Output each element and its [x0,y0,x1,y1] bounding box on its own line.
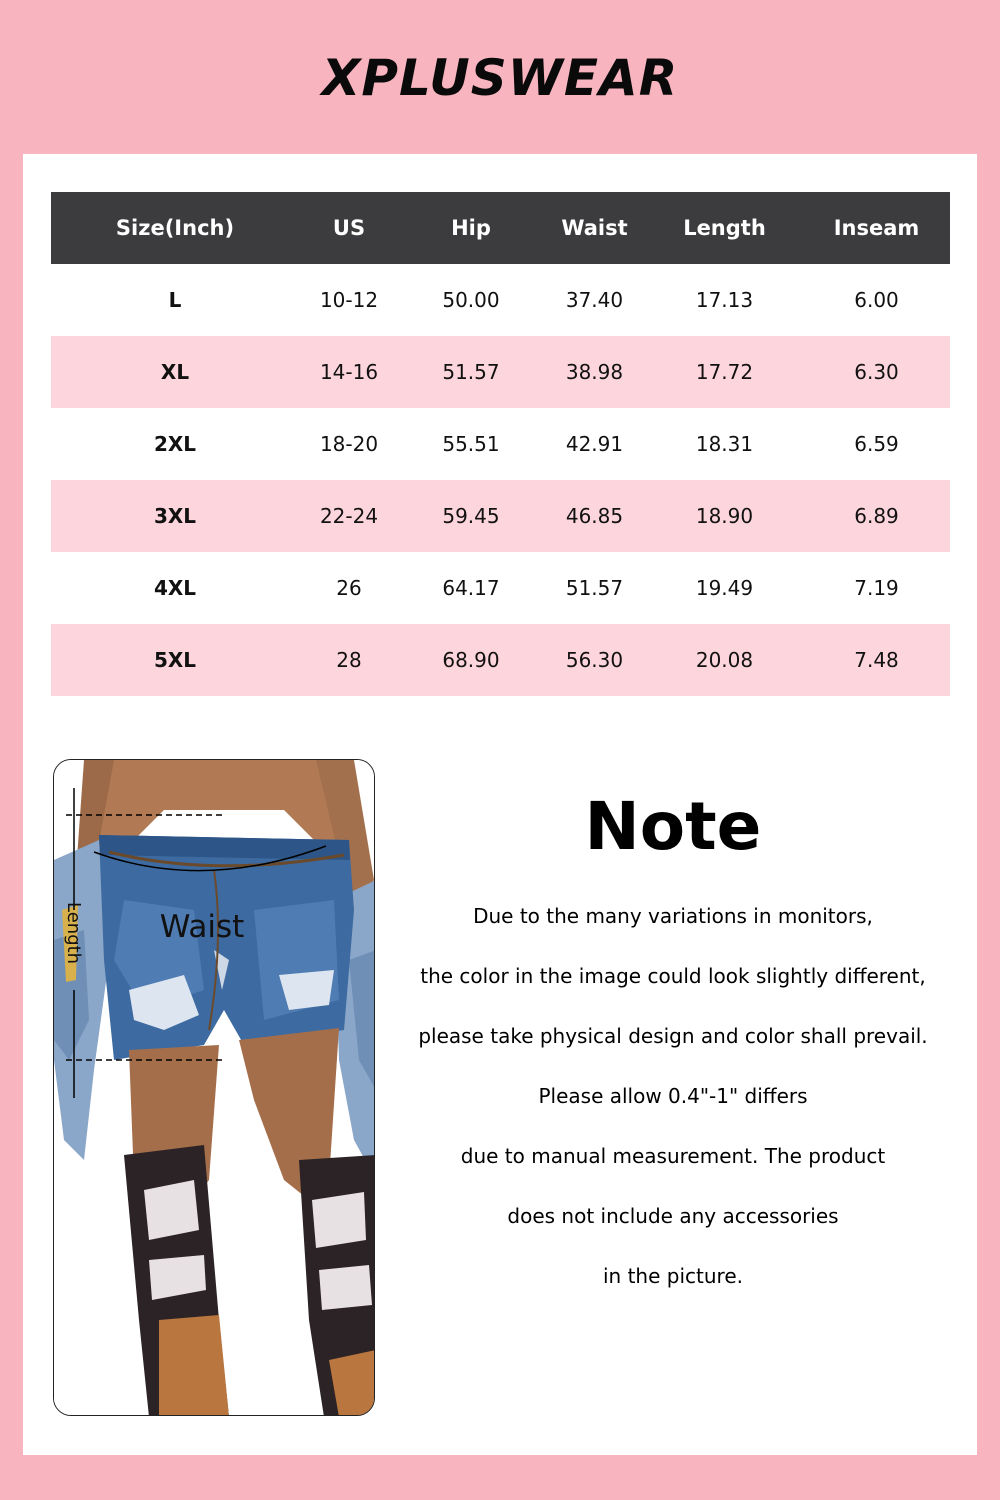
table-row [51,624,950,696]
header-size: Size(Inch) [51,192,299,264]
cell-hip: 59.45 [399,480,543,552]
note-line: does not include any accessories [507,1204,839,1228]
table-row [51,336,950,408]
note-line: the color in the image could look slightly different, [420,964,926,988]
note-line: in the picture. [603,1264,743,1288]
cell-us: 18-20 [319,432,379,456]
header-inseam: Inseam [803,192,950,264]
brand-name: XPLUSWEAR [321,49,679,107]
cell-length: 17.72 [646,336,803,408]
cell-waist: 56.30 [543,624,646,696]
brand-header [0,48,1000,108]
cell-waist: 46.85 [543,480,646,552]
cell-size: 3XL [51,480,299,552]
cell-size: 4XL [153,576,197,600]
length-label: Length [63,902,84,965]
cell-length: 17.13 [695,288,754,312]
note-line: Please allow 0.4"-1" differs [538,1084,808,1108]
waist-label: Waist [159,909,245,945]
cell-length: 20.08 [646,624,803,696]
table-row [51,552,950,624]
cell-size: 5XL [51,624,299,696]
cell-inseam: 7.48 [803,624,950,696]
note-section [393,788,953,1322]
header-hip: Hip [399,192,543,264]
table-row [51,264,950,336]
brand-logo [321,49,679,107]
header-length: Length [646,192,803,264]
note-line: Due to the many variations in monitors, [473,904,873,928]
cell-inseam: 6.30 [803,336,950,408]
content-card [23,154,977,1455]
cell-length: 19.49 [695,576,754,600]
cell-size: XL [51,336,299,408]
note-line: due to manual measurement. The product [460,1144,886,1168]
cell-hip: 55.51 [442,432,500,456]
table-header-row [51,192,950,264]
cell-waist: 38.98 [543,336,646,408]
cell-us: 28 [299,624,399,696]
note-line: please take physical design and color shall prevail. [418,1024,928,1048]
cell-size: L [168,288,182,312]
cell-hip: 68.90 [399,624,543,696]
cell-us: 22-24 [299,480,399,552]
product-photo [53,759,375,1416]
cell-hip: 50.00 [442,288,500,312]
header-us: US [299,192,399,264]
cell-us: 14-16 [299,336,399,408]
cell-us: 26 [336,576,362,600]
table-row [51,408,950,480]
cell-inseam: 6.59 [854,432,899,456]
size-chart-table [51,192,950,696]
table-row [51,480,950,552]
cell-size: 2XL [153,432,197,456]
note-title: Note [584,788,762,865]
cell-length: 18.90 [646,480,803,552]
cell-hip: 51.57 [399,336,543,408]
cell-waist: 37.40 [565,288,624,312]
cell-waist: 42.91 [565,432,624,456]
cell-inseam: 6.89 [803,480,950,552]
cell-waist: 51.57 [565,576,624,600]
header-waist: Waist [543,192,646,264]
cell-inseam: 6.00 [854,288,899,312]
product-illustration [54,760,375,1416]
cell-inseam: 7.19 [854,576,899,600]
cell-length: 18.31 [695,432,754,456]
cell-us: 10-12 [319,288,379,312]
cell-hip: 64.17 [442,576,500,600]
